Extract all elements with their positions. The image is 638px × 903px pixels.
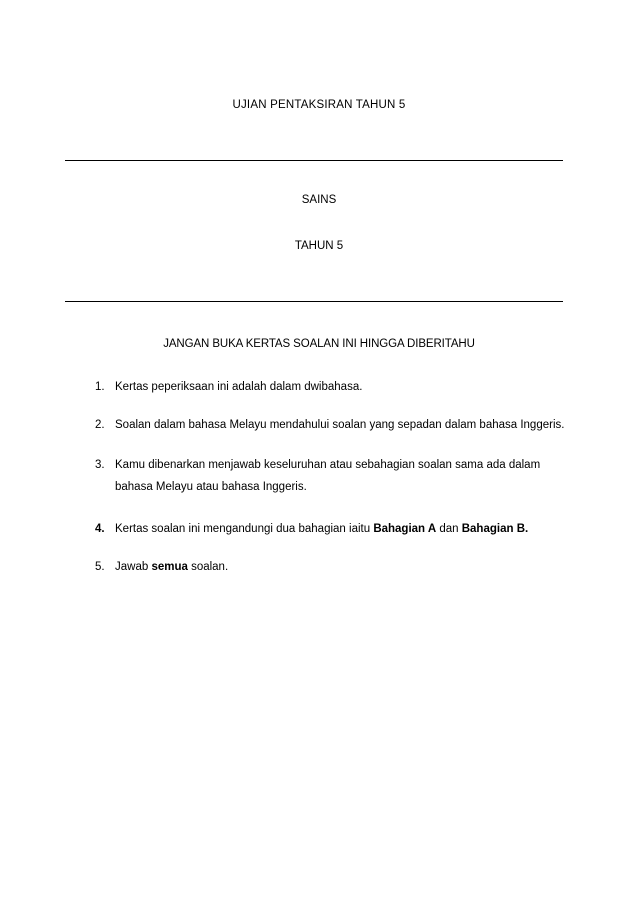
exam-title: UJIAN PENTAKSIRAN TAHUN 5: [232, 99, 406, 111]
instruction-number: 2.: [95, 419, 105, 431]
top-divider: [65, 160, 563, 161]
instruction-number: 1.: [95, 381, 105, 393]
instruction-number: 4.: [95, 523, 105, 535]
instruction-item-4: [95, 518, 565, 540]
do-not-open-warning: JANGAN BUKA KERTAS SOALAN INI HINGGA DIBERITAHU: [163, 338, 475, 350]
year-label: TAHUN 5: [294, 240, 344, 252]
instruction-item-3: [95, 454, 565, 498]
instruction-item-5: [95, 556, 565, 578]
bottom-divider: [65, 301, 563, 302]
subject-title: SAINS: [301, 194, 337, 206]
instruction-text-conjunction: dan: [436, 523, 462, 535]
instruction-item-2: [95, 414, 565, 436]
section-a-label: Bahagian A: [373, 523, 437, 535]
instruction-text: Kertas peperiksaan ini adalah dalam dwibahasa.: [115, 381, 363, 393]
instruction-number: 3.: [95, 459, 105, 471]
instruction-text-end: soalan.: [187, 561, 229, 573]
instructions-list: [95, 376, 565, 578]
emphasis-all: semua: [151, 561, 188, 573]
instruction-text: Kertas soalan ini mengandungi dua bahagian iaitu: [115, 523, 374, 535]
instruction-item-1: [95, 376, 565, 398]
instruction-number: 5.: [95, 561, 105, 573]
section-b-label: Bahagian B.: [461, 523, 529, 535]
instruction-text: Soalan dalam bahasa Melayu mendahului soalan yang sepadan dalam bahasa Inggeris.: [115, 419, 565, 431]
instruction-text: Kamu dibenarkan menjawab keseluruhan atau sebahagian soalan sama ada dalam bahasa Melayu atau bahasa Inggeris.: [115, 459, 541, 493]
instruction-text: Jawab: [115, 561, 152, 573]
